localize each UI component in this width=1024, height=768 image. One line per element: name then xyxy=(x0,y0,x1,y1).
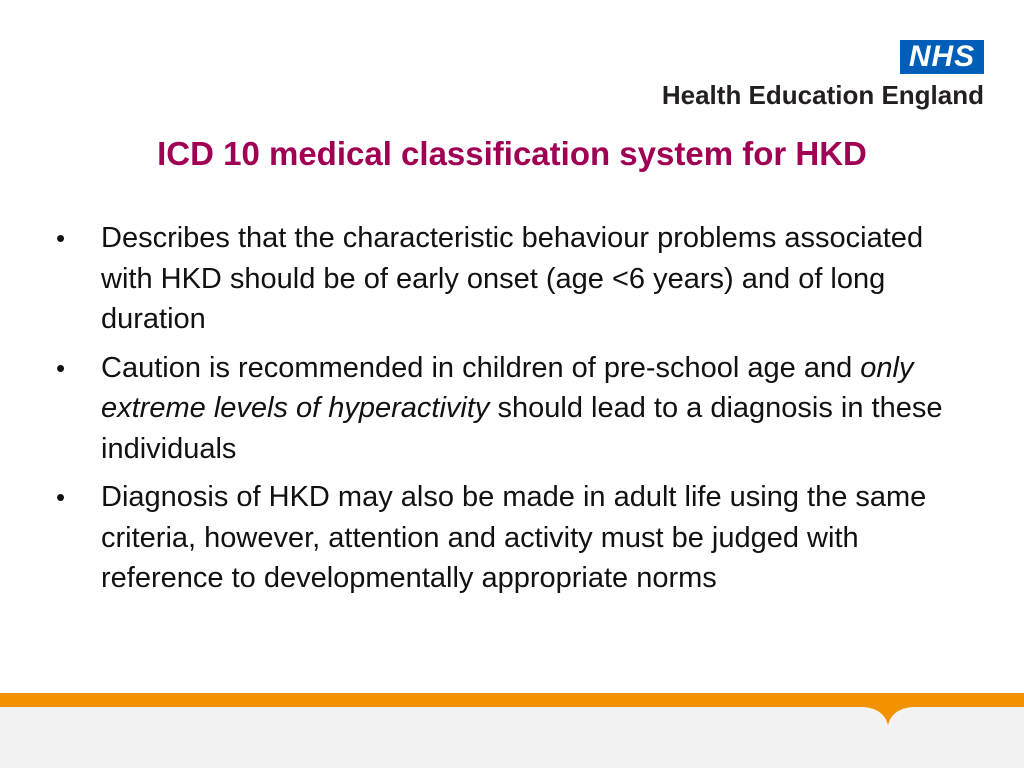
footer-notch-shape xyxy=(864,707,912,725)
bullet-list xyxy=(56,218,976,607)
nhs-logo-text: NHS xyxy=(908,40,976,73)
bullet-item xyxy=(56,348,976,470)
bullet-icon: • xyxy=(56,223,66,253)
footer-band xyxy=(0,693,1024,768)
slide-title: ICD 10 medical classification system for HKD xyxy=(157,135,867,172)
bullet-text-italic: only extreme levels of hyperactivity xyxy=(101,351,914,424)
bullet-icon: • xyxy=(56,482,66,512)
bullet-text xyxy=(101,352,942,465)
bullet-item xyxy=(56,477,976,599)
footer-notch-icon xyxy=(864,707,912,725)
bullet-text: Diagnosis of HKD may also be made in adult life using the same criteria, however, attention and activity must be judged with reference to developmentally appropriate norms xyxy=(101,481,927,594)
bullet-text: Describes that the characteristic behaviour problems associated with HKD should be of early onset (age <6 years) and of long duration xyxy=(101,222,924,335)
bullet-icon: • xyxy=(56,352,66,383)
nhs-logo-box xyxy=(900,40,984,74)
hee-logo xyxy=(639,40,984,110)
bullet-text-before: Caution is recommended in children of pre-school age and xyxy=(101,351,861,384)
bullet-text-after: should lead to a diagnosis in these individuals xyxy=(101,392,943,465)
bullet-item xyxy=(56,218,976,340)
footer-orange-stripe xyxy=(0,693,1024,707)
organization-name: Health Education England xyxy=(661,80,984,110)
